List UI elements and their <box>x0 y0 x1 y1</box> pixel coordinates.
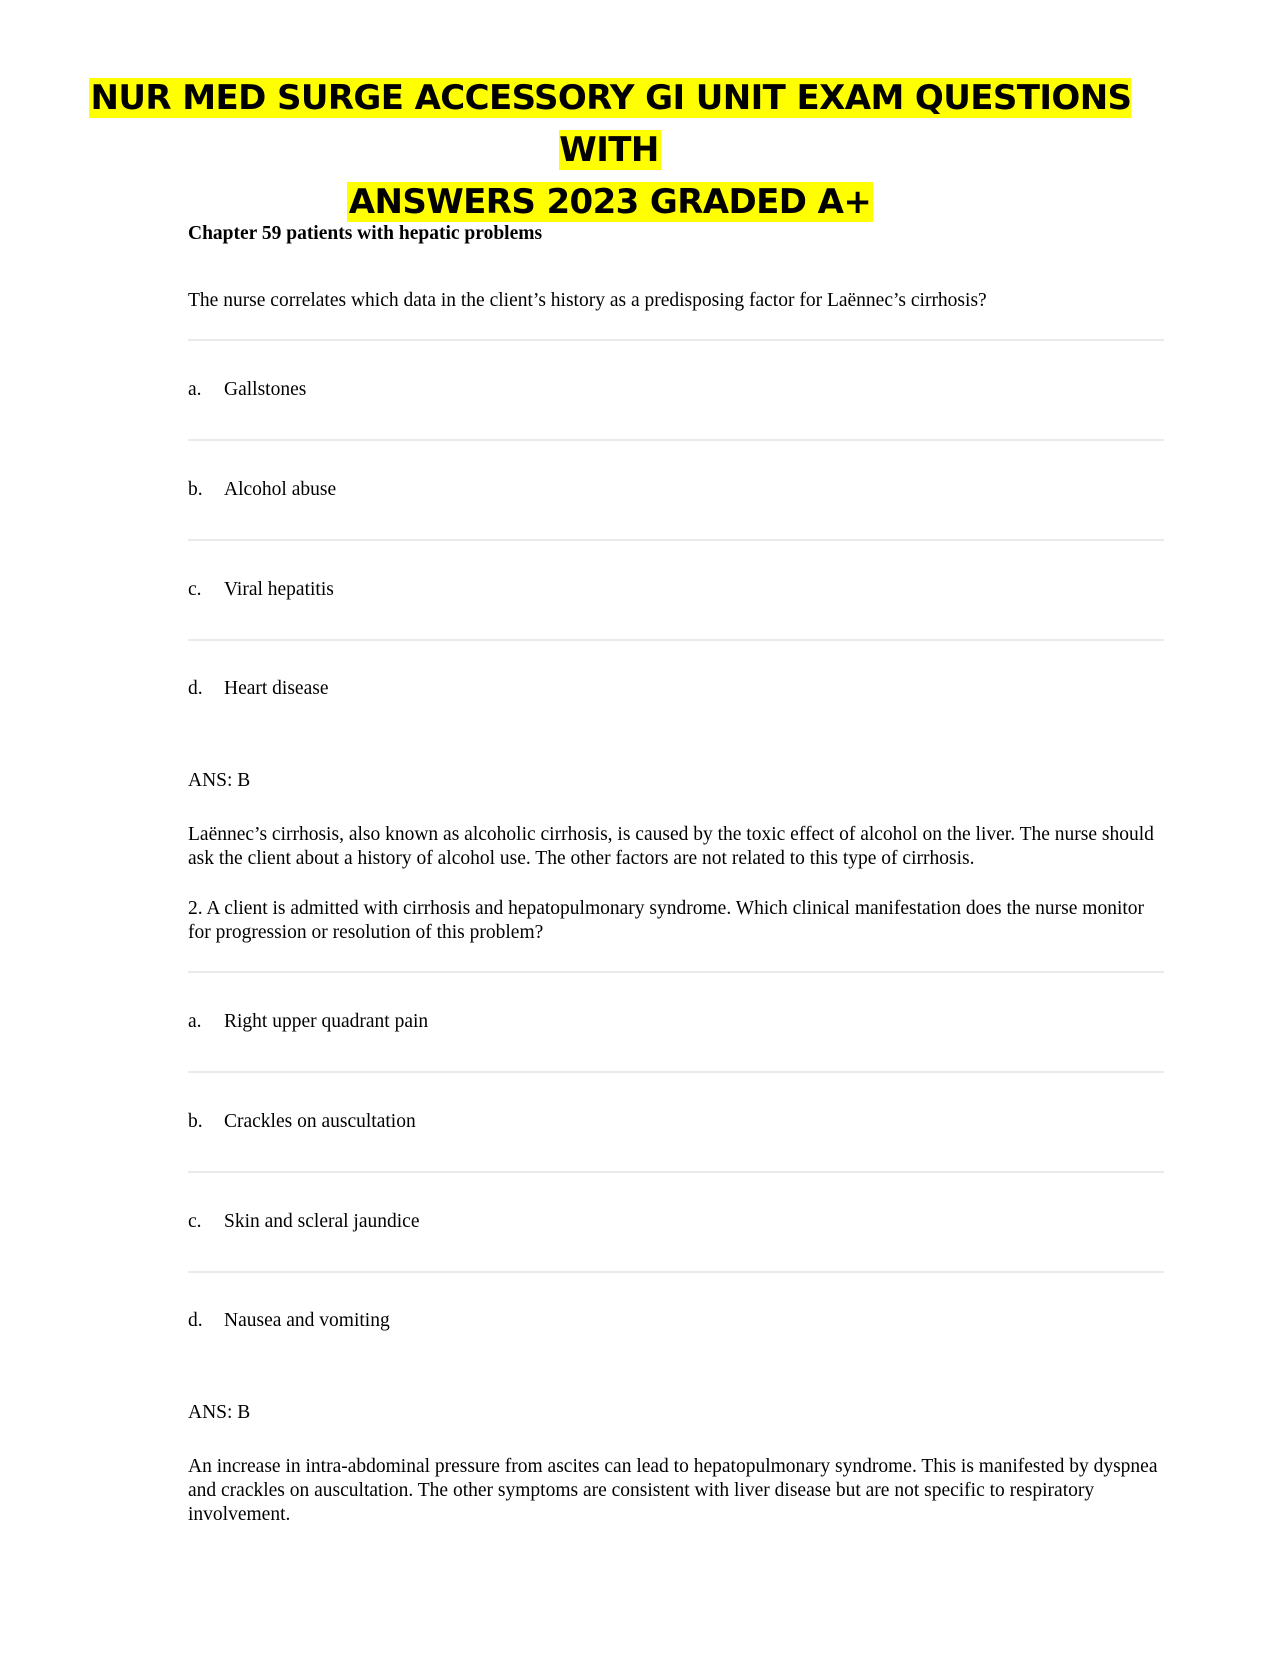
question-1-answer: ANS: B <box>188 770 251 791</box>
question-2-options <box>188 971 1164 1369</box>
question-2-option-d <box>188 1273 1164 1369</box>
question-1-options <box>188 339 1164 737</box>
question-1-rationale: Laënnec’s cirrhosis, also known as alcoholic cirrhosis, is caused by the toxic effect of alcohol on the liver. The nurse should ask the client about a history of alcohol use. The other factors are not related to this type of cirrhosis. <box>188 824 1154 869</box>
chapter-heading: Chapter 59 patients with hepatic problems <box>188 223 543 244</box>
option-letter: b. <box>188 1111 203 1132</box>
question-2-rationale: An increase in intra-abdominal pressure from ascites can lead to hepatopulmonary syndrome. This is manifested by dyspnea and crackles on auscultation. The other symptoms are consistent with liver disease but are not specific to respiratory involvement. <box>188 1456 1158 1525</box>
option-text: Nausea and vomiting <box>224 1310 390 1331</box>
option-text: Viral hepatitis <box>224 579 334 600</box>
title-line-2: ANSWERS 2023 GRADED A+ <box>348 182 872 222</box>
option-letter: c. <box>188 579 202 600</box>
option-letter: d. <box>188 678 203 699</box>
option-letter: d. <box>188 1310 203 1331</box>
question-1-option-a <box>188 341 1164 441</box>
question-1-option-d <box>188 641 1164 737</box>
question-2-option-a <box>188 973 1164 1073</box>
document-body <box>188 222 1164 1553</box>
option-letter: c. <box>188 1211 202 1232</box>
title-line-1: NUR MED SURGE ACCESSORY GI UNIT EXAM QUESTIONS WITH <box>90 78 1132 170</box>
question-1-text: The nurse correlates which data in the client’s history as a predisposing factor for Laënnec’s cirrhosis? <box>188 290 987 311</box>
option-text: Crackles on auscultation <box>224 1111 416 1132</box>
question-1-option-b <box>188 441 1164 541</box>
option-letter: a. <box>188 379 202 400</box>
option-text: Heart disease <box>224 678 329 699</box>
question-2-option-c <box>188 1173 1164 1273</box>
question-1-option-c <box>188 541 1164 641</box>
document-title <box>60 72 1160 228</box>
question-2-option-b <box>188 1073 1164 1173</box>
question-2-text: 2. A client is admitted with cirrhosis and hepatopulmonary syndrome. Which clinical manifestation does the nurse monitor for progression or resolution of this problem? <box>188 898 1145 943</box>
option-text: Right upper quadrant pain <box>224 1011 429 1032</box>
option-text: Gallstones <box>224 379 307 400</box>
option-text: Skin and scleral jaundice <box>224 1211 420 1232</box>
question-2-answer: ANS: B <box>188 1402 251 1423</box>
option-text: Alcohol abuse <box>224 479 337 500</box>
option-letter: b. <box>188 479 203 500</box>
option-letter: a. <box>188 1011 202 1032</box>
